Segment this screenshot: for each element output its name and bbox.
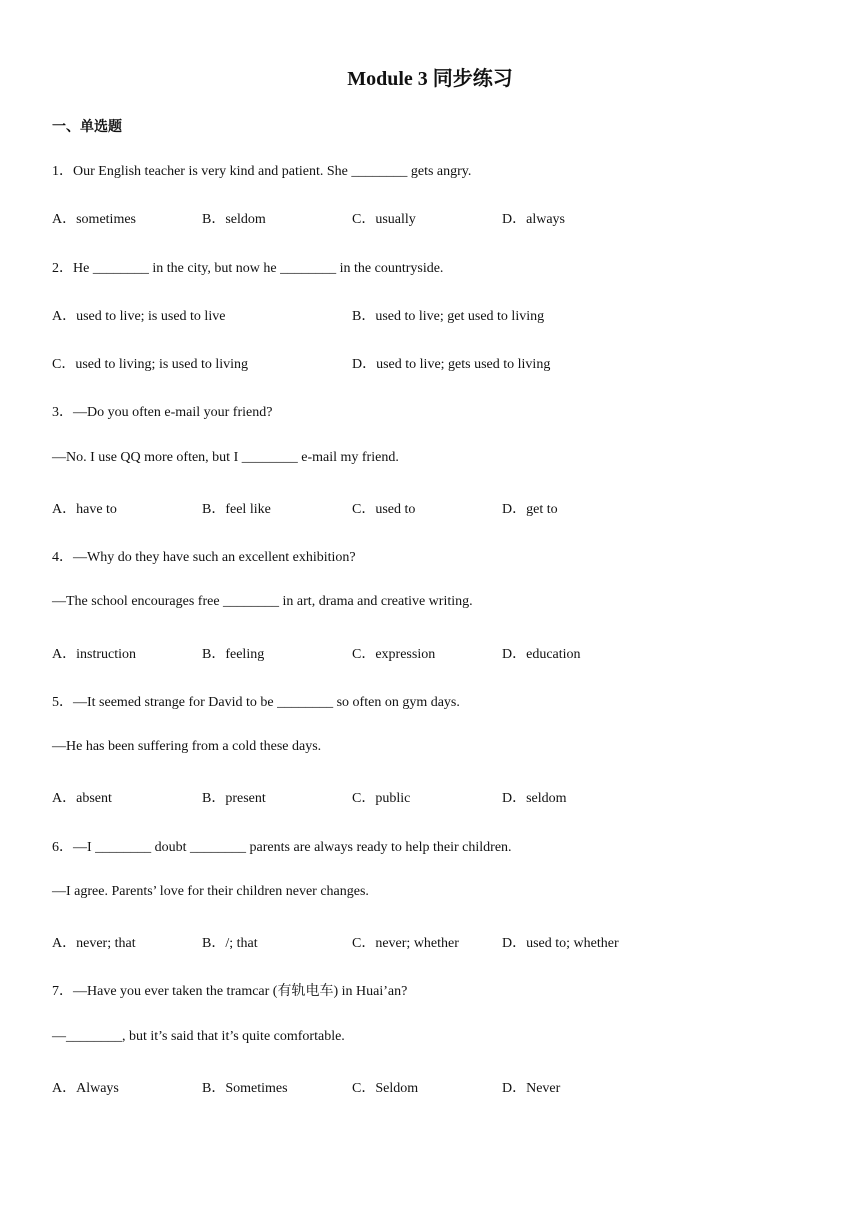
question-3-options: [52, 498, 812, 518]
section-heading: 一、单选题: [52, 119, 122, 135]
question-6-reply: —I agree. Parents’ love for their children never changes.: [52, 884, 369, 899]
option-c: C．usually: [352, 212, 416, 227]
option-b: B．/; that: [202, 936, 258, 951]
question-6-options: [52, 932, 812, 952]
option-c: C．used to living; is used to living: [52, 357, 249, 372]
option-d: D．education: [502, 647, 581, 662]
option-b: B．present: [202, 791, 266, 806]
option-a: A．Always: [52, 1081, 119, 1096]
option-d: D．get to: [502, 502, 558, 517]
question-1-options: [52, 208, 812, 228]
page-title: Module 3 同步练习: [347, 68, 513, 90]
option-d: D．used to live; gets used to living: [352, 357, 551, 372]
option-b: B．used to live; get used to living: [352, 309, 545, 324]
option-a: A．absent: [52, 791, 112, 806]
question-2-options-row-1: [52, 305, 812, 325]
option-a: A．instruction: [52, 647, 136, 662]
option-a: A．used to live; is used to live: [52, 309, 226, 324]
question-7-options: [52, 1077, 812, 1097]
option-d: D．Never: [502, 1081, 561, 1096]
question-1-stem: 1．Our English teacher is very kind and patient. She ________ gets angry.: [52, 164, 472, 179]
option-c: C．public: [352, 791, 411, 806]
question-4-options: [52, 643, 812, 663]
question-5-stem: 5．—It seemed strange for David to be ________ so often on gym days.: [52, 695, 460, 710]
option-d: D．seldom: [502, 791, 567, 806]
option-a: A．sometimes: [52, 212, 136, 227]
question-3-reply: —No. I use QQ more often, but I ________ e-mail my friend.: [52, 450, 399, 465]
question-7-reply: —________, but it’s said that it’s quite comfortable.: [52, 1029, 345, 1044]
question-3-stem: 3．—Do you often e-mail your friend?: [52, 405, 273, 420]
option-c: C．expression: [352, 647, 436, 662]
option-b: B．seldom: [202, 212, 266, 227]
option-a: A．have to: [52, 502, 117, 517]
question-5-reply: —He has been suffering from a cold these days.: [52, 739, 322, 754]
option-c: C．used to: [352, 502, 416, 517]
question-7-stem: 7．—Have you ever taken the tramcar (有轨电车) in Huai’an?: [52, 984, 408, 999]
option-c: C．Seldom: [352, 1081, 419, 1096]
option-b: B．feeling: [202, 647, 265, 662]
question-2-stem: 2．He ________ in the city, but now he ________ in the countryside.: [52, 261, 444, 276]
question-2-options-row-2: [52, 353, 812, 373]
question-4-stem: 4．—Why do they have such an excellent exhibition?: [52, 550, 356, 565]
option-a: A．never; that: [52, 936, 136, 951]
option-b: B．feel like: [202, 502, 271, 517]
option-d: D．always: [502, 212, 565, 227]
question-5-options: [52, 787, 812, 807]
option-b: B．Sometimes: [202, 1081, 288, 1096]
question-4-reply: —The school encourages free ________ in art, drama and creative writing.: [52, 594, 473, 609]
option-d: D．used to; whether: [502, 936, 619, 951]
question-6-stem: 6．—I ________ doubt ________ parents are always ready to help their children.: [52, 840, 512, 855]
option-c: C．never; whether: [352, 936, 459, 951]
